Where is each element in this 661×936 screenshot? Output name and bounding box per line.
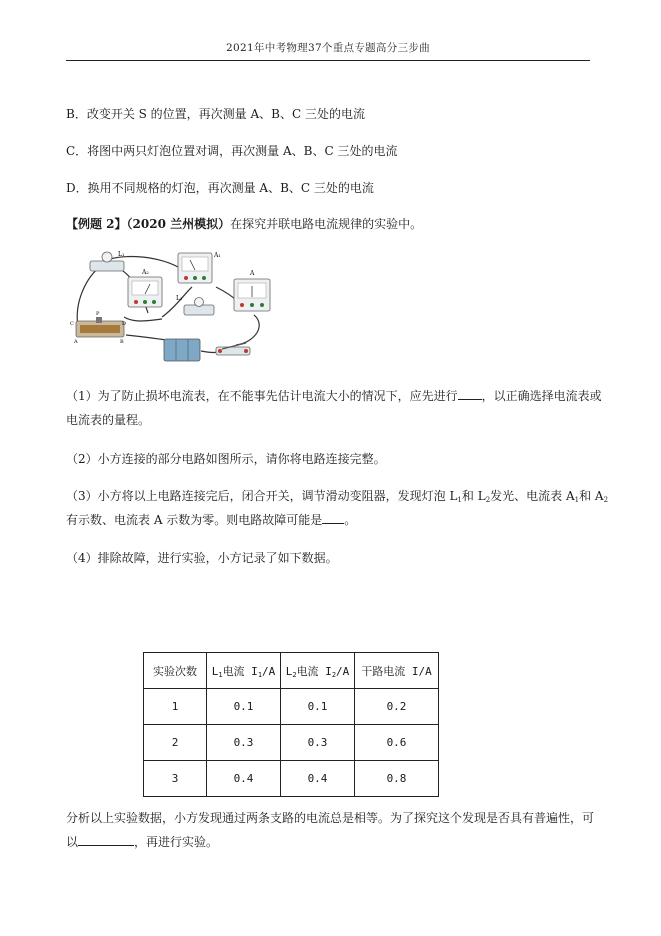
- question-1: [66, 388, 602, 404]
- example-heading: [66, 216, 422, 232]
- header-main-current: 干路电流 I/A: [355, 653, 439, 689]
- label-d: D: [122, 321, 127, 327]
- header-l1-current: $L_1$电流 $I_1/A$: [207, 653, 281, 689]
- table-cell: 0.4: [207, 761, 281, 797]
- q1-text-b: ，以正确选择电流表或: [481, 389, 602, 403]
- example-text: 在探究并联电路电流规律的实验中。: [230, 217, 423, 231]
- table-cell: 0.4: [281, 761, 355, 797]
- header-rule: [66, 60, 590, 61]
- analysis-text-b: 以: [66, 835, 79, 849]
- question-2: （2）小方连接的部分电路如图所示，请你将电路连接完整。: [66, 452, 386, 466]
- table-row: [144, 761, 439, 797]
- table-cell: 0.2: [355, 689, 439, 725]
- table-row: [144, 689, 439, 725]
- label-b-terminal: B: [120, 339, 124, 345]
- table-header-row: [144, 653, 439, 689]
- page-header: 2021年中考物理37个重点专题高分三步曲: [226, 42, 430, 54]
- q3-sub-a1: 1: [574, 496, 580, 504]
- battery: [164, 339, 200, 361]
- header-trial: 实验次数: [144, 653, 207, 689]
- q3-text-b: 和 L: [461, 489, 486, 503]
- analysis-line-2: [66, 834, 218, 850]
- lamp-l1-base: [90, 261, 124, 271]
- data-table: [143, 652, 439, 797]
- q1-text-a: （1）为了防止损坏电流表，在不能事先估计电流大小的情况下，应先进行: [66, 389, 458, 403]
- label-a: A: [250, 270, 255, 277]
- analysis-answer-blank[interactable]: [78, 834, 134, 846]
- header-l2-current: $L_2$电流 $I_2/A$: [281, 653, 355, 689]
- label-a1: A₁: [214, 252, 221, 259]
- table-cell: 0.1: [207, 689, 281, 725]
- table-cell: 1: [144, 689, 207, 725]
- question-4: （4）排除故障，进行实验，小方记录了如下数据。: [66, 551, 338, 565]
- example-source: （2020 兰州模拟）: [126, 217, 231, 231]
- label-l2: L₂: [176, 295, 183, 302]
- table-cell: 0.1: [281, 689, 355, 725]
- table-row: [144, 725, 439, 761]
- q3-text-f: 。: [344, 513, 357, 527]
- label-c: C: [70, 321, 74, 327]
- example-tag: 【例题 2】: [66, 217, 127, 231]
- lamp-l1-bulb: [102, 252, 112, 262]
- table-cell: 2: [144, 725, 207, 761]
- option-c: C．将图中两只灯泡位置对调，再次测量 A、B、C 三处的电流: [66, 144, 398, 158]
- label-p: P: [96, 311, 100, 317]
- table-cell: 0.6: [355, 725, 439, 761]
- q3-text-a: （3）小方将以上电路连接完后，闭合开关，调节滑动变阻器，发现灯泡 L: [66, 489, 458, 503]
- analysis-text-c: ，再进行实验。: [134, 835, 219, 849]
- circuit-figure: [66, 247, 282, 367]
- lamp-l2-bulb: [195, 298, 204, 307]
- label-a2: A₂: [142, 269, 149, 276]
- analysis-line-1: 分析以上实验数据，小方发现通过两条支路的电流总是相等。为了探究这个发现是否具有普遍性，可: [66, 811, 595, 825]
- q3-text-e: 有示数、电流表 A 示数为零。则电路故障可能是: [66, 513, 323, 527]
- option-d: D．换用不同规格的灯泡，再次测量 A、B、C 三处的电流: [66, 181, 374, 195]
- q3-text-d: 和 A: [579, 489, 604, 503]
- table-cell: 0.3: [207, 725, 281, 761]
- label-a-terminal: A: [74, 339, 78, 345]
- q3-sub-a2: 2: [603, 496, 609, 504]
- q1-answer-blank[interactable]: [458, 388, 482, 400]
- question-1-cont: 电流表的量程。: [66, 413, 151, 427]
- question-3-cont: [66, 512, 356, 528]
- label-l1: L₁: [118, 251, 125, 258]
- table-cell: 0.3: [281, 725, 355, 761]
- table-cell: 3: [144, 761, 207, 797]
- q3-sub-l1: 1: [457, 496, 462, 504]
- q3-sub-l2: 2: [485, 496, 491, 504]
- option-b: B．改变开关 S 的位置，再次测量 A、B、C 三处的电流: [66, 107, 365, 121]
- q3-text-c: 发光、电流表 A: [490, 489, 575, 503]
- question-3: [66, 488, 608, 508]
- q3-answer-blank[interactable]: [322, 512, 344, 524]
- table-cell: 0.8: [355, 761, 439, 797]
